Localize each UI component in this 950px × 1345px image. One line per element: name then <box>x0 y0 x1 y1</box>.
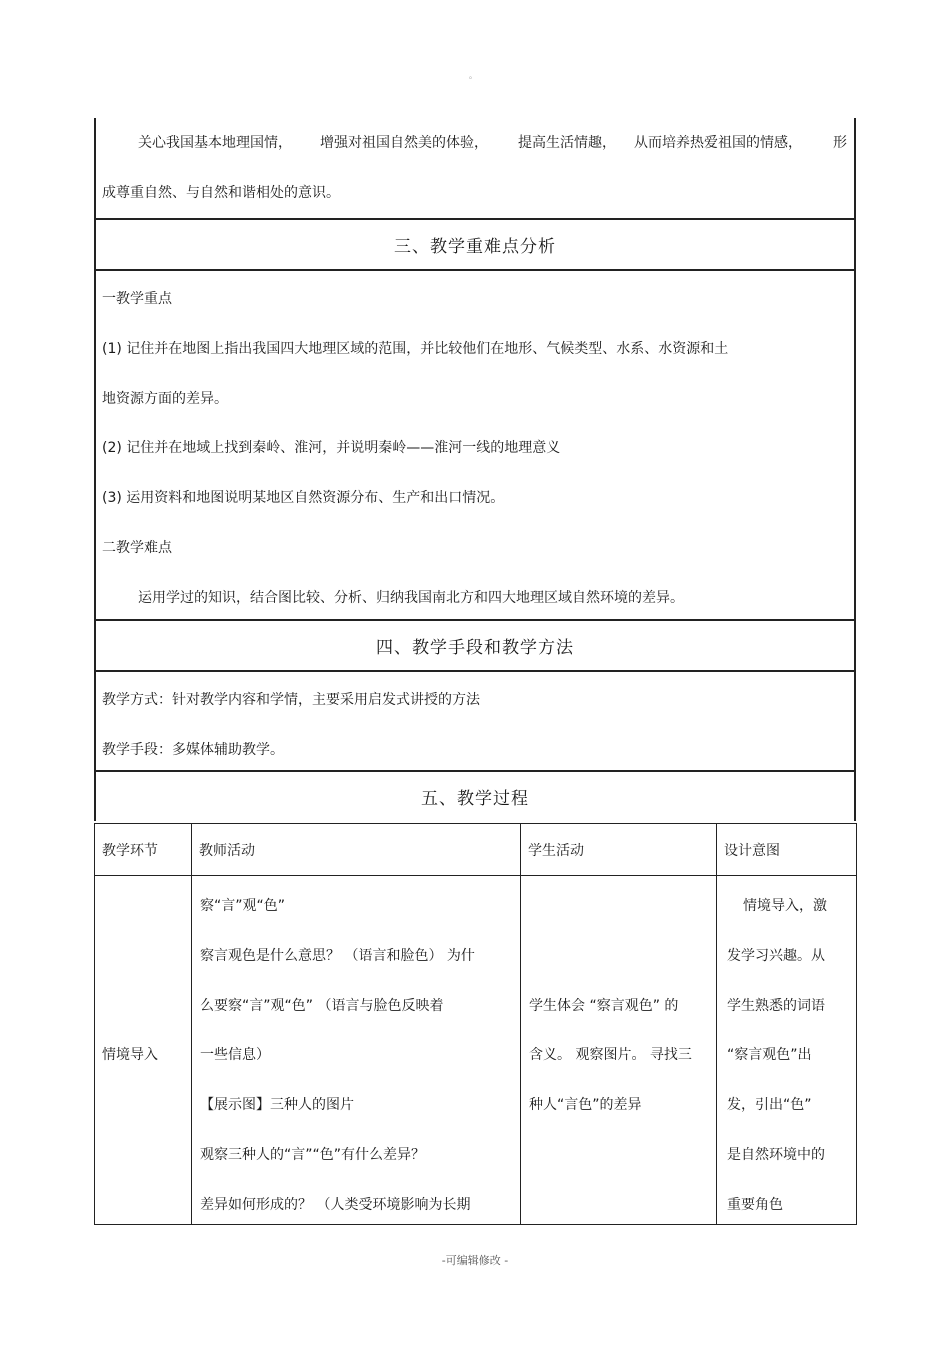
student-activity-cell <box>521 876 717 1225</box>
attitude-line1-part5: 形 <box>833 135 847 151</box>
teaching-means: 教学手段：多媒体辅助教学。 <box>102 742 284 758</box>
difficulty-text: 运用学过的知识，结合图比较、分析、归纳我国南北方和四大地理区域自然环境的差异。 <box>138 590 684 606</box>
teacher-line: 【展示图】三种人的图片 <box>200 1097 354 1113</box>
student-line: 种人“言色”的差异 <box>529 1097 642 1113</box>
process-table-header <box>95 824 857 876</box>
attitude-line1-part4: 从而培养热爱祖国的情感， <box>634 135 802 151</box>
section5-title: 五、教学过程 <box>94 770 856 821</box>
stage-cell <box>95 876 192 1225</box>
teacher-line: 差异如何形成的？ （人类受环境影响为长期 <box>200 1197 471 1213</box>
table-row <box>95 876 857 1225</box>
intent-line: “察言观色”出 <box>727 1047 812 1063</box>
intent-line: 重要角色 <box>727 1197 783 1213</box>
attitude-line2: 成尊重自然、与自然和谐相处的意识。 <box>102 185 340 201</box>
teacher-activity-cell <box>192 876 521 1225</box>
intent-line: 学生熟悉的词语 <box>727 998 825 1014</box>
teacher-line: 察言观色是什么意思？ （语言和脸色） 为什 <box>200 948 475 964</box>
key-points-block <box>94 269 856 619</box>
attitude-line1-part2: 增强对祖国自然美的体验， <box>320 135 488 151</box>
intent-line: 情境导入，激 <box>743 898 827 914</box>
key-point-3: (3) 运用资料和地图说明某地区自然资源分布、生产和出口情况。 <box>102 490 505 506</box>
student-line: 含义。 观察图片。 寻找三 <box>529 1047 692 1063</box>
teacher-line: 一些信息） <box>200 1047 270 1063</box>
section4-title: 四、教学手段和教学方法 <box>94 619 856 670</box>
intent-line: 是自然环境中的 <box>727 1147 825 1163</box>
stage-label: 情境导入 <box>102 1047 158 1063</box>
teacher-line: 察“言”观“色” <box>200 898 286 914</box>
process-table <box>94 823 857 1225</box>
teacher-line: 么要察“言”观“色” （语言与脸色反映着 <box>200 998 444 1014</box>
intent-line: 发，引出“色” <box>727 1097 812 1113</box>
teaching-method: 教学方式：针对教学内容和学情，主要采用启发式讲授的方法 <box>102 692 480 708</box>
key-point-1b: 地资源方面的差异。 <box>102 391 228 407</box>
difficulty-heading: 二教学难点 <box>102 540 172 556</box>
design-intent-cell <box>717 876 857 1225</box>
section3-title: 三、教学重难点分析 <box>94 218 856 269</box>
col-header-intent: 设计意图 <box>717 824 857 876</box>
col-header-student: 学生活动 <box>521 824 717 876</box>
col-header-stage: 教学环节 <box>95 824 192 876</box>
page-top-mark: 。 <box>469 71 477 80</box>
attitude-block <box>94 118 856 218</box>
lesson-plan-frame <box>94 118 856 821</box>
teacher-line: 观察三种人的“言”“色”有什么差异？ <box>200 1147 426 1163</box>
intent-line: 发学习兴趣。从 <box>727 948 825 964</box>
student-line: 学生体会 “察言观色” 的 <box>529 998 679 1014</box>
method-block <box>94 670 856 770</box>
col-header-teacher: 教师活动 <box>192 824 521 876</box>
key-heading: 一教学重点 <box>102 291 172 307</box>
key-point-1a: (1) 记住并在地图上指出我国四大地理区域的范围，并比较他们在地形、气候类型、水系、水资源和土 <box>102 341 729 357</box>
attitude-line1-part3: 提高生活情趣， <box>518 135 616 151</box>
key-point-2: (2) 记住并在地域上找到秦岭、淮河，并说明秦岭——淮河一线的地理意义 <box>102 440 561 456</box>
attitude-line1-part1: 关心我国基本地理国情， <box>138 135 292 151</box>
page-footer: -可编辑修改 - <box>441 1254 509 1267</box>
